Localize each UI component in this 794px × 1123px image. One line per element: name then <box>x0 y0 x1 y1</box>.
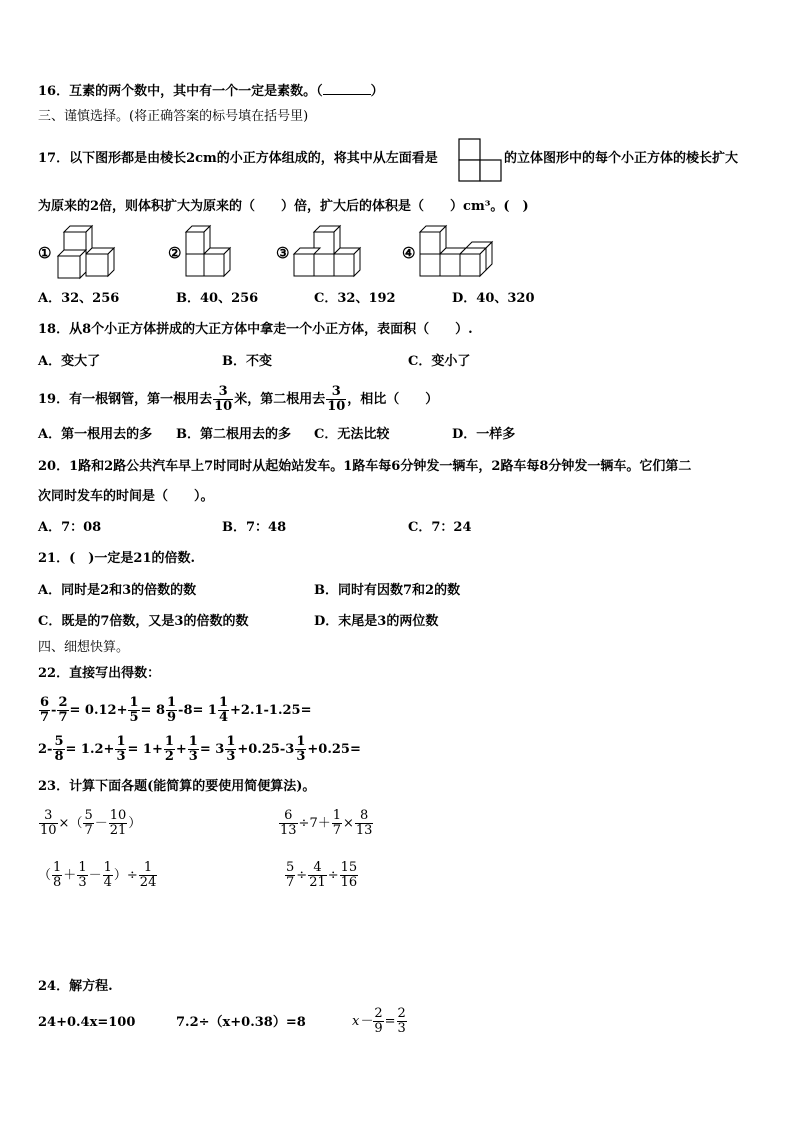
q19-fraction-2: $\frac{3}{10}$ <box>327 384 346 414</box>
q19-option-d[interactable]: D．一样多 <box>452 427 516 442</box>
q20-line1: 20．1路和2路公共汽车早上7时同时从起始站发车。1路车每6分钟发一辆车，2路车每8分钟发一辆车。它们第二 <box>38 459 692 474</box>
q18-text: 18．从8个小正方体拼成的大正方体中拿走一个小正方体，表面积（ ）. <box>38 322 473 337</box>
fraction: $\frac{2}{7}$ <box>58 695 68 725</box>
q23-expr-4: $\frac{5}{7}$ ÷ $\frac{4}{21}$ ÷ $\frac{15}{16}$ <box>286 860 358 890</box>
fig2-label: ② <box>168 244 182 262</box>
fraction: $\frac{3}{10}$ <box>40 808 57 838</box>
q16-text: 16．互素的两个数中，其中有一个一定是素数。（ <box>38 84 323 99</box>
q17-line2: 为原来的2倍，则体积扩大为原来的（ ）倍，扩大后的体积是（ ）cm³。( ) <box>38 199 529 214</box>
q24-eq-2: 7.2÷（x+0.38）=8 <box>176 1015 306 1030</box>
section-4-heading: 四、细想快算。 <box>38 640 130 655</box>
fig1-cubes-icon <box>56 224 116 280</box>
fraction: $\frac{1}{3}$ <box>116 734 126 764</box>
q20-option-c[interactable]: C．7：24 <box>408 520 472 535</box>
q19-option-a[interactable]: A．第一根用去的多 <box>38 427 153 442</box>
fig3-cubes-icon <box>292 224 364 280</box>
fig4-cubes-icon <box>418 224 498 280</box>
fig2-cubes-icon <box>184 224 236 280</box>
fraction: $\frac{2}{3}$ <box>397 1006 406 1036</box>
fraction: $\frac{5}{7}$ <box>84 808 93 838</box>
fig4-label: ④ <box>402 244 416 262</box>
q20-line2: 次同时发车的时间是（ ）。 <box>38 489 214 504</box>
fig1-label: ① <box>38 244 52 262</box>
q17-part1: 17．以下图形都是由棱长2cm的小正方体组成的，将其中从左面看是 <box>38 151 438 166</box>
fraction: $\frac{6}{13}$ <box>280 808 297 838</box>
q18-option-b[interactable]: B．不变 <box>222 354 272 369</box>
q17-option-b[interactable]: B．40、256 <box>176 291 259 306</box>
q17-option-c[interactable]: C．32、192 <box>314 291 396 306</box>
fraction: $\frac{1}{4}$ <box>218 695 228 725</box>
fraction: $\frac{1}{3}$ <box>296 734 306 764</box>
fraction: $\frac{1}{7}$ <box>332 808 341 838</box>
q19-option-c[interactable]: C．无法比较 <box>314 427 390 442</box>
fraction: $\frac{5}{7}$ <box>286 860 295 890</box>
q19-mid: 米，第二根用去 <box>234 392 326 407</box>
fraction: $\frac{5}{8}$ <box>54 734 64 764</box>
q23-title: 23．计算下面各题(能简算的要使用简便算法)。 <box>38 779 316 794</box>
q16-close: ） <box>370 84 384 99</box>
q19-line <box>38 382 438 418</box>
q16-answer-blank[interactable] <box>323 82 371 95</box>
fraction: $\frac{1}{8}$ <box>53 860 62 890</box>
fig3-label: ③ <box>276 244 290 262</box>
fraction: $\frac{10}{21}$ <box>109 808 127 838</box>
q21-text: 21．( )一定是21的倍数. <box>38 551 196 566</box>
q18-option-c[interactable]: C．变小了 <box>408 354 471 369</box>
q24-eq-1: 24+0.4x=100 <box>38 1015 136 1030</box>
fraction: $\frac{1}{9}$ <box>167 695 177 725</box>
fraction: $\frac{4}{21}$ <box>309 860 326 890</box>
fraction: $\frac{1}{2}$ <box>164 734 174 764</box>
q23-expr-2: $\frac{6}{13}$ ÷7＋ $\frac{1}{7}$ × $\frac{8}{13}$ <box>280 808 373 838</box>
fraction: $\frac{6}{7}$ <box>40 695 50 725</box>
q24-eq-3: x－ $\frac{2}{9}$ = $\frac{2}{3}$ <box>352 1006 406 1036</box>
fraction: $\frac{1}{24}$ <box>139 860 157 890</box>
fraction: $\frac{1}{3}$ <box>188 734 198 764</box>
q22-row1: $\frac{6}{7}$ - $\frac{2}{7}$ = 0.12+ $\frac{1}{5}$ = 8 $\frac{1}{9}$ -8= 1 $\frac{1}{4}$ +2.1-1.25= <box>40 695 312 725</box>
q19-pre: 19．有一根钢管，第一根用去 <box>38 392 213 407</box>
fraction: $\frac{15}{16}$ <box>340 860 358 890</box>
fraction: $\frac{1}{3}$ <box>78 860 87 890</box>
q17-part2: 的立体图形中的每个小正方体的棱长扩大 <box>504 151 739 166</box>
q21-option-d[interactable]: D．末尾是3的两位数 <box>314 614 439 629</box>
q21-option-b[interactable]: B．同时有因数7和2的数 <box>314 583 461 598</box>
fraction: $\frac{1}{5}$ <box>129 695 139 725</box>
q23-expr-3: （ $\frac{1}{8}$ ＋ $\frac{1}{3}$ － $\frac{1}{4}$ ）÷ $\frac{1}{24}$ <box>38 860 157 890</box>
q17-option-a[interactable]: A．32、256 <box>38 291 120 306</box>
q22-title: 22．直接写出得数： <box>38 666 161 681</box>
q17-left-view-icon <box>458 138 502 182</box>
section-3-heading: 三、谨慎选择。(将正确答案的标号填在括号里) <box>38 109 309 124</box>
q17-option-d[interactable]: D．40、320 <box>452 291 535 306</box>
q16-line <box>38 82 384 101</box>
q20-option-a[interactable]: A．7：08 <box>38 520 102 535</box>
q24-title: 24．解方程. <box>38 979 113 994</box>
q23-expr-1: $\frac{3}{10}$ ×（ $\frac{5}{7}$ － $\frac{10}{21}$ ） <box>40 808 142 838</box>
q19-post: ，相比（ ） <box>347 392 439 407</box>
fraction: $\frac{1}{4}$ <box>103 860 112 890</box>
q21-option-a[interactable]: A．同时是2和3的倍数的数 <box>38 583 197 598</box>
fraction: $\frac{8}{13}$ <box>355 808 373 838</box>
fraction: $\frac{2}{9}$ <box>374 1006 383 1036</box>
q18-option-a[interactable]: A．变大了 <box>38 354 101 369</box>
q22-row2: 2- $\frac{5}{8}$ = 1.2+ $\frac{1}{3}$ = 1+ $\frac{1}{2}$ + $\frac{1}{3}$ = 3 $\frac{1}{3}$ +0.25-3 $\frac{1}{3}$ +0.25= <box>38 734 361 764</box>
q19-fraction-1: $\frac{3}{10}$ <box>214 384 233 414</box>
q20-option-b[interactable]: B．7：48 <box>222 520 287 535</box>
fraction: $\frac{1}{3}$ <box>226 734 236 764</box>
q19-option-b[interactable]: B．第二根用去的多 <box>176 427 291 442</box>
q21-option-c[interactable]: C．既是的7倍数，又是3的倍数的数 <box>38 614 249 629</box>
